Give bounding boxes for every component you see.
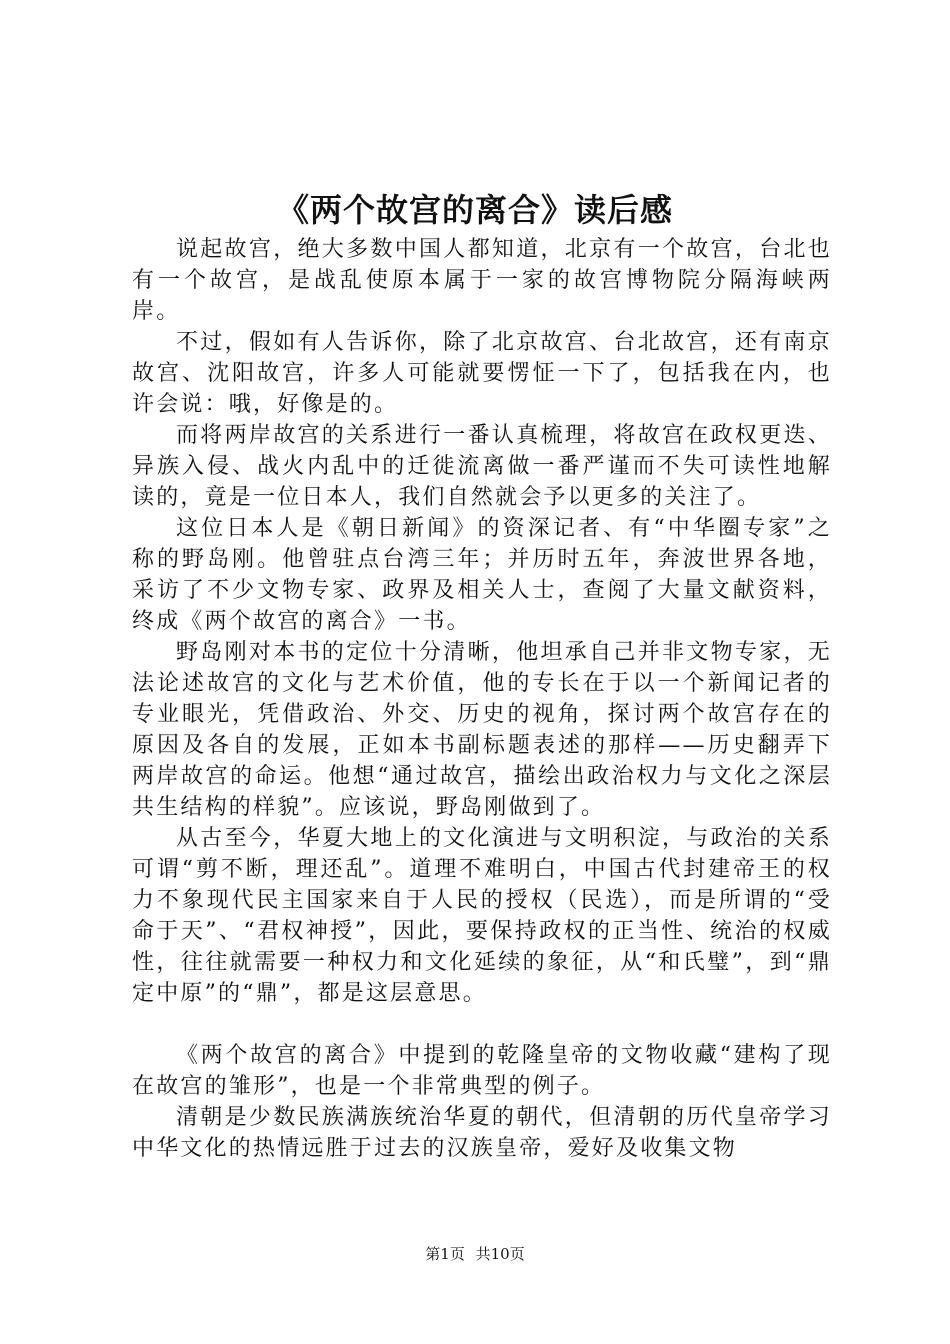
document-title: 《两个故宫的离合》读后感 [276, 191, 673, 229]
paragraph: 这位日本人是《朝日新闻》的资深记者、有“中华圈专家”之称的野岛刚。他曾驻点台湾三年；并历时五年，奔波世界各地，采访了不少文物专家、政界及相关人士，查阅了大量文献资料，终成《两个故宫的离合》一书。 [132, 516, 832, 634]
paragraph: 不过，假如有人告诉你，除了北京故宫、台北故宫，还有南京故宫、沈阳故宫，许多人可能就要愣怔一下了，包括我在内，也许会说：哦，好像是的。 [132, 330, 832, 417]
paragraph: 说起故宫，绝大多数中国人都知道，北京有一个故宫，台北也有一个故宫，是战乱使原本属于一家的故宫博物院分隔海峡两岸。 [132, 237, 832, 324]
document-body [132, 234, 832, 1164]
paragraph: 而将两岸故宫的关系进行一番认真梳理，将故宫在政权更迭、异族入侵、战火内乱中的迁徙流离做一番严谨而不失可读性地解读的，竟是一位日本人，我们自然就会予以更多的关注了。 [132, 423, 832, 510]
page-total: 共10页 [475, 1245, 525, 1263]
page-number: 第1页 [425, 1245, 465, 1263]
paragraph: 清朝是少数民族满族统治华夏的朝代，但清朝的历代皇帝学习中华文化的热情远胜于过去的汉族皇帝，爱好及收集文物 [132, 1105, 832, 1161]
paragraph: 《两个故宫的离合》中提到的乾隆皇帝的文物收藏“建构了现在故宫的雏形”，也是一个非常典型的例子。 [132, 1043, 832, 1099]
paragraph: 野岛刚对本书的定位十分清晰，他坦承自己并非文物专家，无法论述故宫的文化与艺术价值，他的专长在于以一个新闻记者的专业眼光，凭借政治、外交、历史的视角，探讨两个故宫存在的原因及各自的发展，正如本书副标题表述的那样——历史翻弄下两岸故宫的命运。他想“通过故宫，描绘出政治权力与文化之深层共生结构的样貌”。应该说，野岛刚做到了。 [132, 640, 832, 820]
paragraph: 从古至今，华夏大地上的文化演进与文明积淀，与政治的关系可谓“剪不断，理还乱”。道理不难明白，中国古代封建帝王的权力不象现代民主国家来自于人民的授权（民选），而是所谓的“受命于天”、“君权神授”，因此，要保持政权的正当性、统治的权威性，往往就需要一种权力和文化延续的象征，从“和氏璧”，到“鼎定中原”的“鼎”，都是这层意思。 [132, 826, 832, 1006]
page-footer [0, 1243, 950, 1265]
